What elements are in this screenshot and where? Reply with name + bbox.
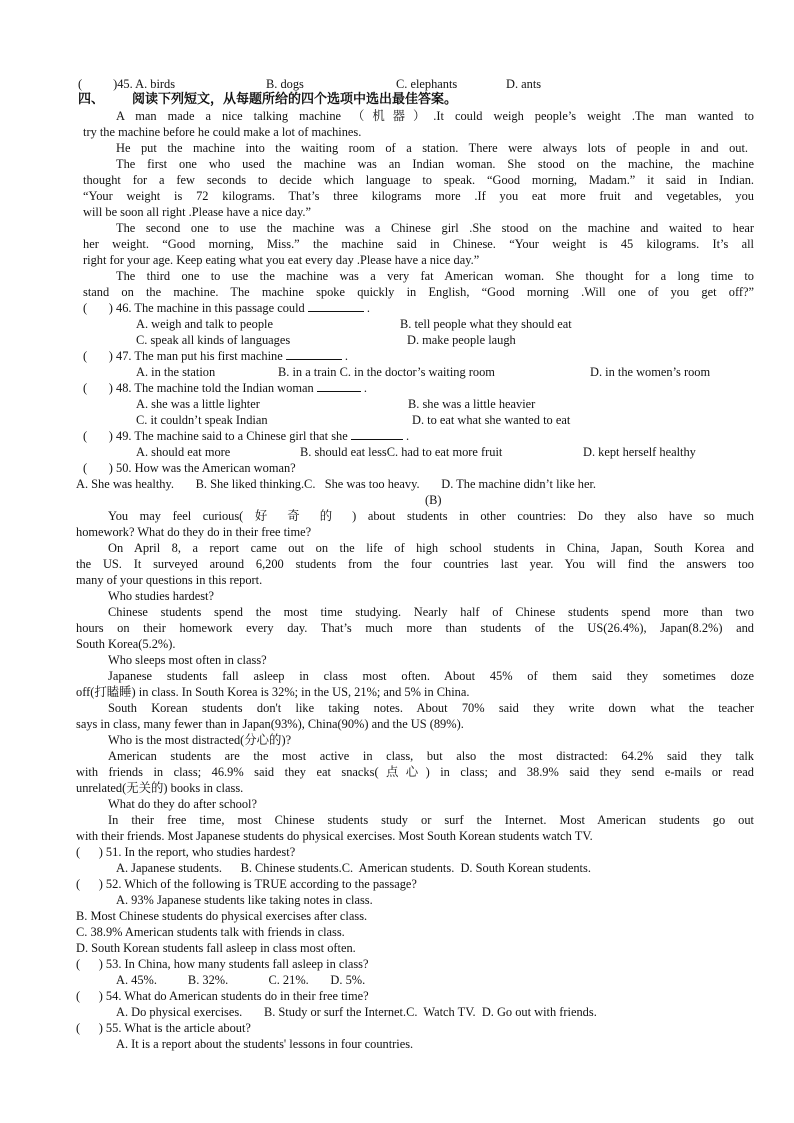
q52-option-c: C. 38.9% American students talk with friends in class. [76,925,345,939]
q45-option-b: B. dogs [266,77,304,91]
passage-b-subheading: Who sleeps most often in class? [108,653,267,667]
q53-options: A. 45%. B. 32%. C. 21%. D. 5%. [116,973,366,987]
passage-b-subheading: Who is the most distracted(分心的)? [108,733,292,747]
q46-option-c: C. speak all kinds of languages [136,333,291,347]
passage-b-line: the US. It surveyed around 6,200 students from the four countries last year. You will find the answers too [76,557,754,571]
passage-a-line: A man made a nice talking machine （机器）.It could weigh people’s weight .The man wanted to [116,109,754,123]
passage-b-line: off(打瞌睡) in class. In South Korea is 32%; in the US, 21%; and 5% in China. [76,685,470,699]
passage-b-line: many of your questions in this report. [76,573,263,587]
q46-option-b: B. tell people what they should eat [400,317,572,331]
q53-stem: ( ) 53. In China, how many students fall asleep in class? [76,957,369,971]
answer-blank [286,348,342,360]
q48-stem: ( ) 48. The machine told the Indian woman [83,381,314,395]
q52-option-b: B. Most Chinese students do physical exercises after class. [76,909,368,923]
q55-stem: ( ) 55. What is the article about? [76,1021,251,1035]
q48-option-a: A. she was a little lighter [136,397,260,411]
q52-option-d: D. South Korean students fall asleep in class most often. [76,941,356,955]
q54-options: A. Do physical exercises. B. Study or surf the Internet.C. Watch TV. D. Go out with friends. [116,1005,597,1019]
answer-blank [351,428,403,440]
q54-stem: ( ) 54. What do American students do in their free time? [76,989,369,1003]
q49-option-a: A. should eat more [136,445,231,459]
passage-b-line: South Korea(5.2%). [76,637,176,651]
passage-a-line: stand on the machine. The machine spoke quickly in English, “Good morning .Will one of you get off?” [83,285,754,299]
passage-a-line: thought for a few seconds to decide which language to speak. “Good morning, Madam.” it said in Indian. [83,173,754,187]
question-46: ( ) 46. The machine in this passage could . [83,301,371,315]
q51-stem: ( ) 51. In the report, who studies hardest? [76,845,296,859]
q49-stem: ( ) 49. The machine said to a Chinese girl that she [83,429,348,443]
q47-option-a: A. in the station [136,365,216,379]
passage-b-line: with friends in class; 46.9% said they eat snacks(点心) in class; and 38.9% said they send e-mails or read [76,765,754,779]
passage-b-line: says in class, many fewer than in Japan(93%), China(90%) and the US (89%). [76,717,464,731]
passage-a-line: try the machine before he could make a lot of machines. [83,125,362,139]
q49-option-d: D. kept herself healthy [583,445,696,459]
q50-stem: ( ) 50. How was the American woman? [83,461,296,475]
passage-a-line: right for your age. Keep eating what you eat every day .Please have a nice day.” [83,253,480,267]
section-number: 四、 [78,91,105,106]
q46-option-a: A. weigh and talk to people [136,317,273,331]
passage-a-line: “Your weight is 72 kilograms. That’s three kilograms more .If you eat more fruit and vegetables, you [83,189,754,203]
q45-stem: ( )45. A. birds [78,77,176,91]
passage-b-line: In their free time, most Chinese students study or surf the Internet. Most American students go out [108,813,754,827]
section-title: 阅读下列短文，从每题所给的四个选项中选出最佳答案。 [132,91,458,106]
passage-b-line: South Korean students don't like taking notes. About 70% said they write down what the teacher [108,701,754,715]
q45-option-d: D. ants [506,77,542,91]
passage-b-line: Chinese students spend the most time studying. Nearly half of Chinese students spend more than two [108,605,754,619]
question-47: ( ) 47. The man put his first machine . [83,349,349,363]
q50-options: A. She was healthy. B. She liked thinking.C. She was too heavy. D. The machine didn’t like her. [76,477,596,491]
passage-b-line: American students are the most active in class, but also the most distracted: 64.2% said they talk [108,749,754,763]
passage-b-line: Japanese students fall asleep in class most often. About 45% of them said they sometimes doze [108,669,754,683]
q46-stem: ( ) 46. The machine in this passage could [83,301,305,315]
passage-b-subheading: What do they do after school? [108,797,257,811]
passage-b-label: (B) [425,493,442,507]
q51-options: A. Japanese students. B. Chinese students.C. American students. D. South Korean students. [116,861,591,875]
passage-a-line: The third one to use the machine was a very fat American woman. She thought for a long time to [116,269,754,283]
q49-option-bc: B. should eat lessC. had to eat more fruit [300,445,503,459]
passage-a-line: her weight. “Good morning, Miss.” the machine said in Chinese. “Your weight is 45 kilograms. It’s all [83,237,754,251]
q47-option-d: D. in the women’s room [590,365,711,379]
answer-blank [308,300,364,312]
q46-option-d: D. make people laugh [407,333,516,347]
q48-option-c: C. it couldn’t speak Indian [136,413,268,427]
passage-a-line: will be soon all right .Please have a nice day.” [83,205,312,219]
q55-option-a: A. It is a report about the students' lessons in four countries. [116,1037,414,1051]
passage-b-line: You may feel curious( 好 奇 的 ) about students in other countries: Do they also have so much [108,509,754,523]
question-48: ( ) 48. The machine told the Indian woman . [83,381,367,395]
question-49: ( ) 49. The machine said to a Chinese girl that she . [83,429,410,443]
passage-a-line: He put the machine into the waiting room of a station. There were always lots of people in and out. [116,141,748,155]
q52-option-a: A. 93% Japanese students like taking notes in class. [116,893,373,907]
passage-b-subheading: Who studies hardest? [108,589,214,603]
q48-option-d: D. to eat what she wanted to eat [412,413,571,427]
q52-stem: ( ) 52. Which of the following is TRUE according to the passage? [76,877,417,891]
q47-stem: ( ) 47. The man put his first machine [83,349,283,363]
q48-option-b: B. she was a little heavier [408,397,536,411]
q47-option-bc: B. in a train C. in the doctor’s waiting room [278,365,495,379]
passage-b-line: homework? What do they do in their free time? [76,525,312,539]
passage-b-line: with their friends. Most Japanese students do physical exercises. Most South Korean students watch TV. [76,829,593,843]
passage-a-line: The second one to use the machine was a Chinese girl .She stood on the machine and waited to hear [116,221,754,235]
passage-b-line: hours on their homework every day. That’s much more than students of the US(26.4%), Japan(8.2%) and [76,621,754,635]
passage-b-line: On April 8, a report came out on the life of high school students in China, Japan, South Korea and [108,541,754,555]
passage-b-line: unrelated(无关的) books in class. [76,781,244,795]
answer-blank [317,380,361,392]
q45-option-c: C. elephants [396,77,458,91]
passage-a-line: The first one who used the machine was an Indian woman. She stood on the machine, the machine [116,157,754,171]
